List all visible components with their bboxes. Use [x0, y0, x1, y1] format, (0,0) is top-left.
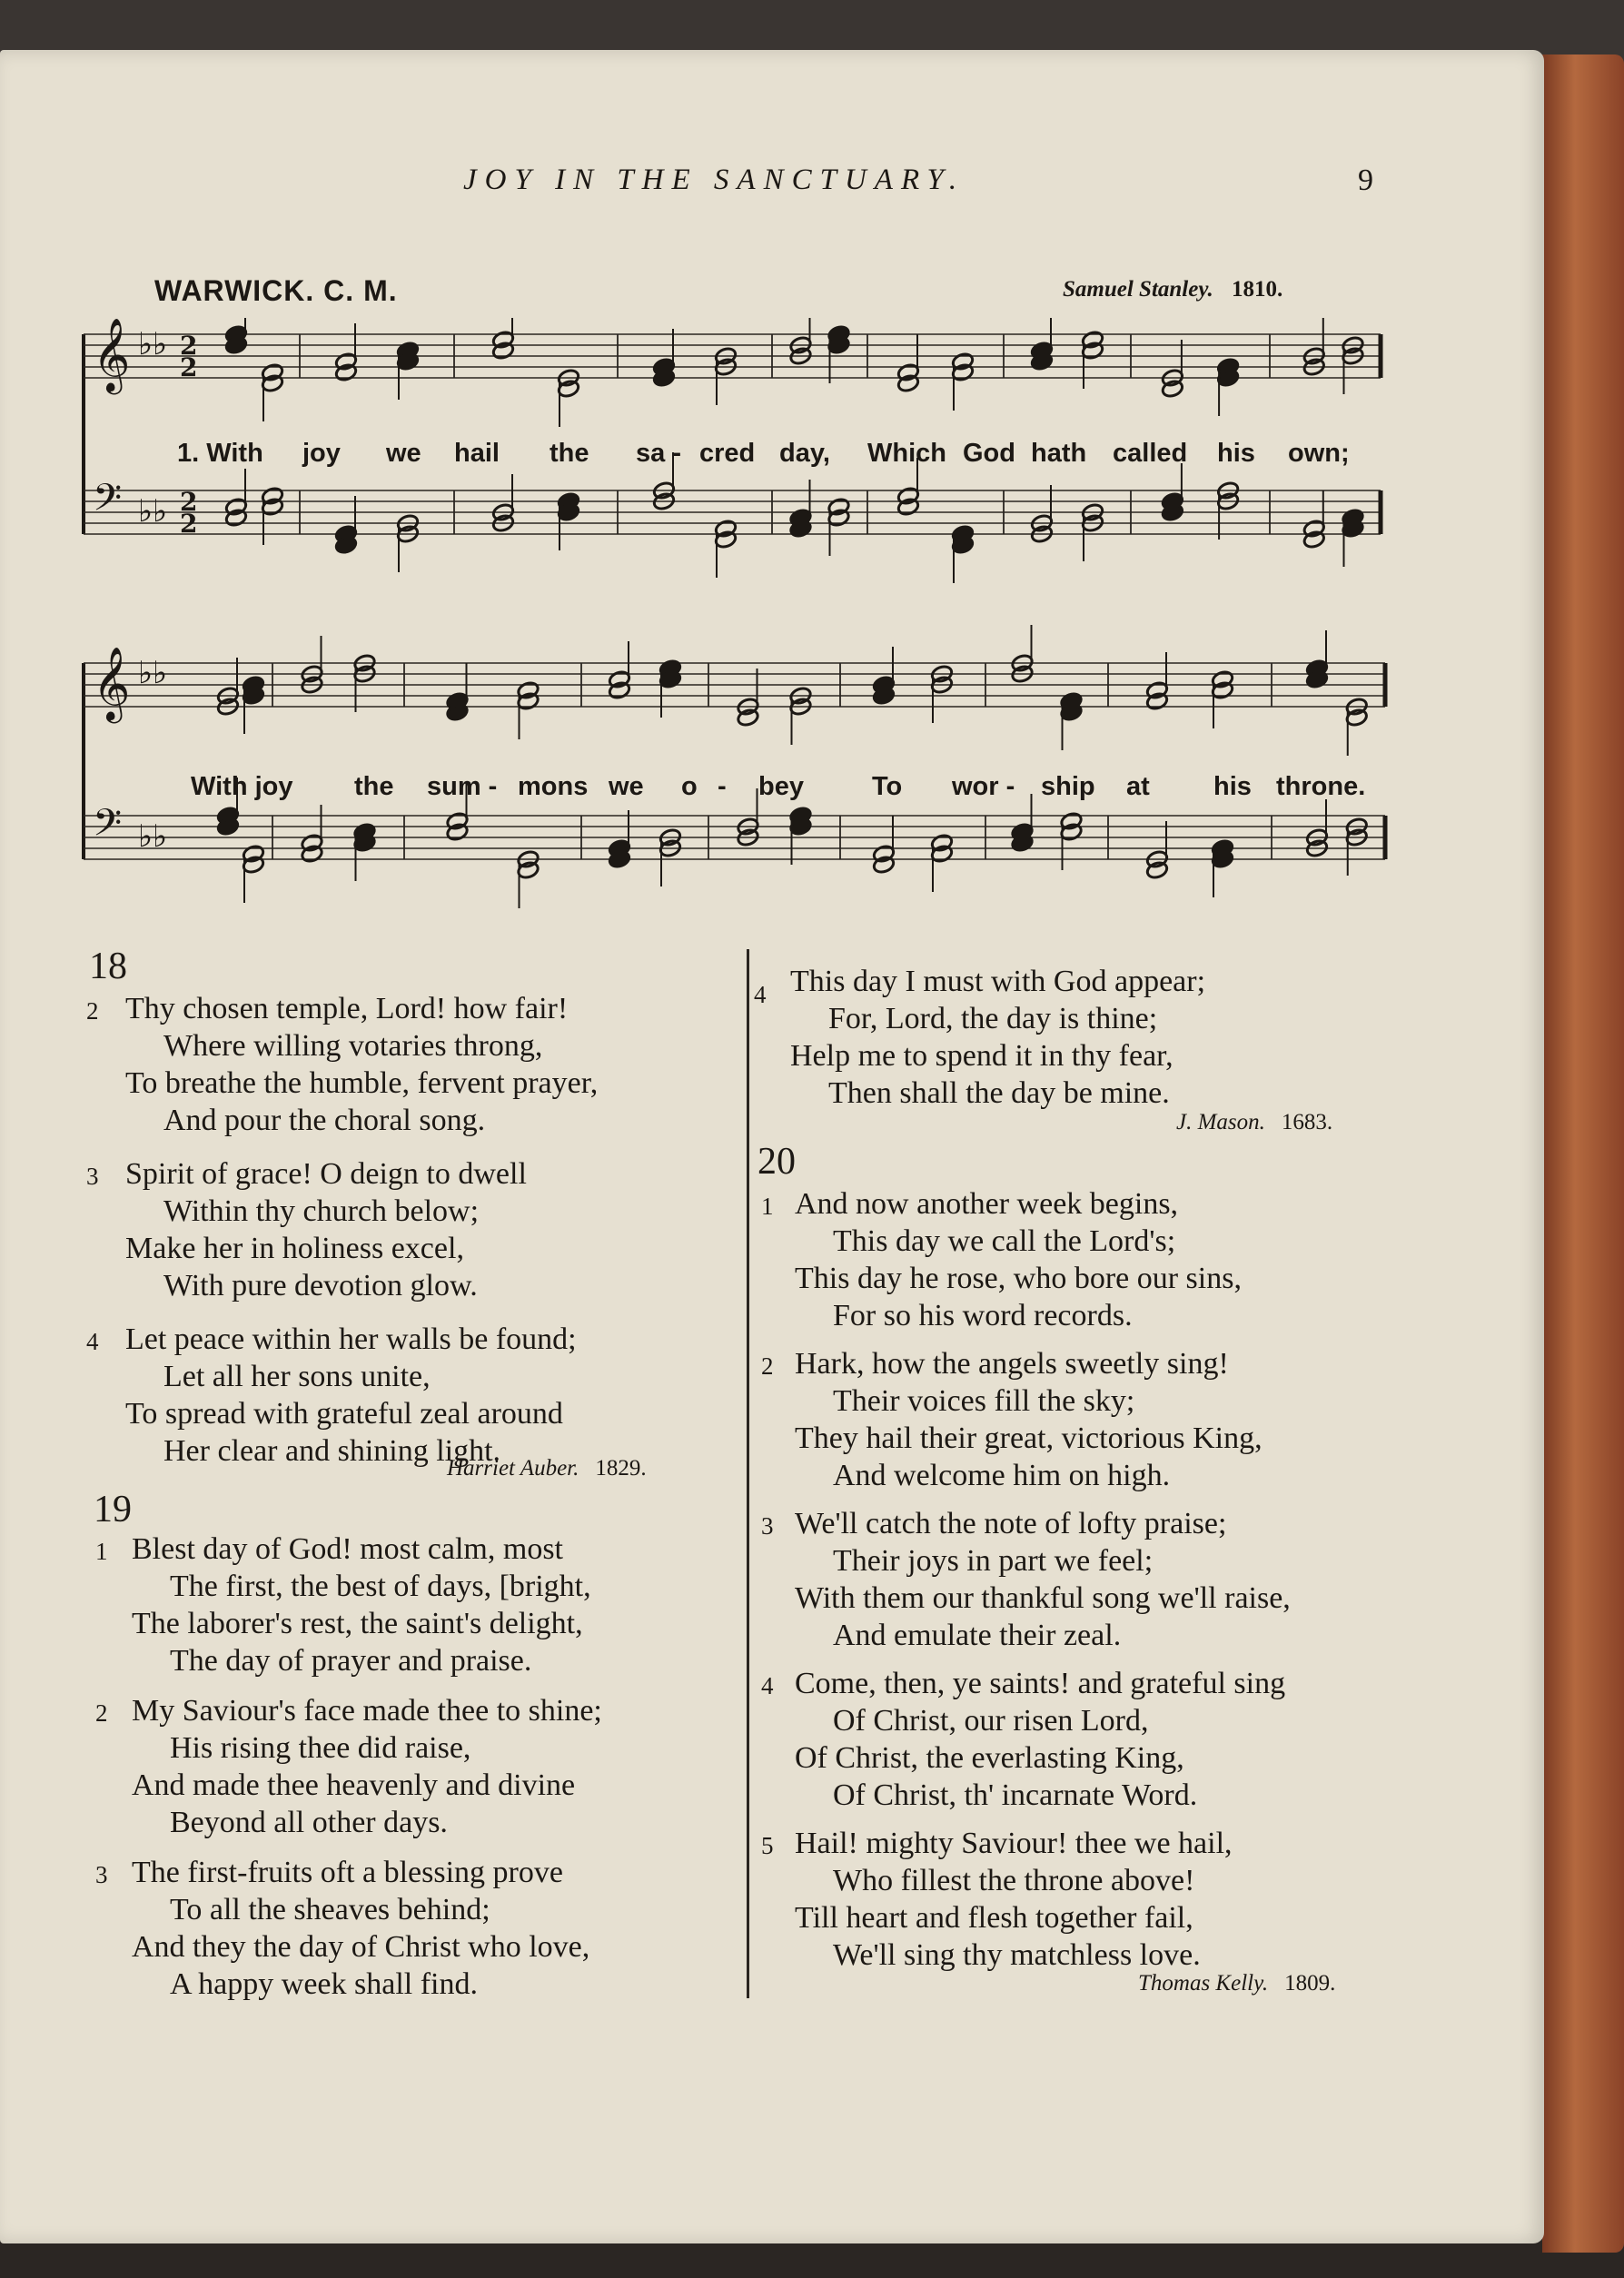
composer-name: Samuel Stanley.	[1063, 277, 1213, 302]
stanza-number: 3	[761, 1512, 774, 1540]
key-signature-flats: ♭♭	[138, 818, 168, 855]
stanza-number: 4	[754, 981, 767, 1008]
stanza-number: 1	[95, 1538, 108, 1565]
stanza-line: Let all her sons unite,	[163, 1360, 431, 1393]
stanza-line: Where willing votaries throng,	[163, 1029, 543, 1063]
key-signature-flats: ♭♭	[138, 655, 168, 691]
stanza-line: Till heart and flesh together fail,	[795, 1901, 1193, 1935]
column-divider	[747, 949, 749, 1998]
year: 1683.	[1281, 1110, 1333, 1134]
hymn-20-credit	[1138, 1971, 1335, 1996]
lyric-syllable: at	[1126, 772, 1150, 801]
composer-credit	[1063, 277, 1282, 302]
stanza-line: With them our thankful song we'll raise,	[795, 1581, 1291, 1615]
stanza-line: And made thee heavenly and divine	[132, 1768, 576, 1802]
stanza-line: Let peace within her walls be found;	[125, 1322, 577, 1356]
stanza-line: Beyond all other days.	[170, 1806, 448, 1839]
lyric-syllable: -	[718, 772, 727, 801]
stanza	[795, 1345, 1263, 1494]
stanza-line: To spread with grateful zeal around	[125, 1397, 563, 1431]
stanza	[125, 990, 598, 1139]
stanza-line: Thy chosen temple, Lord! how fair!	[125, 992, 569, 1025]
stanza-line: And emulate their zeal.	[833, 1619, 1122, 1652]
stanza	[795, 1825, 1233, 1974]
stanza	[795, 1505, 1291, 1654]
lyric-syllable: called	[1113, 439, 1188, 468]
stanza-line: Spirit of grace! O deign to dwell	[125, 1157, 527, 1191]
stanza-line: Their voices fill the sky;	[833, 1384, 1135, 1418]
lyric-syllable: sum -	[427, 772, 498, 801]
stanza-line: Hail! mighty Saviour! thee we hail,	[795, 1827, 1233, 1860]
stanza-line: Of Christ, our risen Lord,	[833, 1704, 1149, 1738]
lyric-syllable: own;	[1288, 439, 1350, 468]
stanza-number: 1	[761, 1193, 774, 1220]
lyric-syllable: bey	[758, 772, 804, 801]
stanza-line: This day he rose, who bore our sins,	[795, 1262, 1242, 1295]
author: Harriet Auber.	[447, 1456, 579, 1481]
stanza-number: 2	[86, 997, 99, 1025]
stanza	[125, 1155, 527, 1304]
bass-clef: 𝄢	[93, 801, 123, 854]
composer-year: 1810.	[1232, 277, 1283, 302]
stanza-line: And now another week begins,	[795, 1187, 1179, 1221]
stanza-line: Make her in holiness excel,	[125, 1232, 464, 1265]
stanza-line: And welcome him on high.	[833, 1459, 1171, 1492]
treble-clef: 𝄞	[93, 646, 131, 720]
lyric-syllable: sa -	[636, 439, 681, 468]
lyric-syllable: we	[386, 439, 421, 468]
lyric-syllable: cred	[699, 439, 756, 468]
page-number: 9	[1358, 163, 1373, 197]
hymn-number-20: 20	[758, 1141, 796, 1183]
stanza-line: Of Christ, the everlasting King,	[795, 1741, 1184, 1775]
lyric-syllable: mons	[518, 772, 589, 801]
lyric-syllable: day,	[779, 439, 830, 468]
stanza-number: 3	[95, 1861, 108, 1888]
stanza	[132, 1692, 602, 1841]
stanza	[132, 1854, 589, 2003]
lyric-syllable: God	[963, 439, 1015, 468]
stanza-number: 5	[761, 1832, 774, 1859]
page-edges	[1542, 54, 1624, 2253]
stanza-line: And they the day of Christ who love,	[132, 1930, 590, 1964]
lyric-syllable: ship	[1041, 772, 1095, 801]
stanza-line: To all the sheaves behind;	[170, 1893, 490, 1926]
stanza-line: The day of prayer and praise.	[170, 1644, 532, 1678]
author: J. Mason.	[1176, 1110, 1265, 1134]
stanza-line: The first, the best of days, [bright,	[170, 1570, 591, 1603]
lyric-syllable: throne.	[1276, 772, 1366, 801]
lyric-syllable: hath	[1031, 439, 1087, 468]
stanza-line: This day we call the Lord's;	[833, 1224, 1176, 1258]
stanza-line: Come, then, ye saints! and grateful sing	[795, 1667, 1286, 1700]
stanza-line: Blest day of God! most calm, most	[132, 1532, 564, 1566]
stanza-line: Hark, how the angels sweetly sing!	[795, 1347, 1229, 1381]
lyric-syllable: we	[609, 772, 644, 801]
time-signature-top: 2	[180, 331, 198, 361]
year: 1809.	[1284, 1971, 1336, 1996]
lyric-syllable: o	[681, 772, 698, 801]
bass-clef: 𝄢	[93, 476, 123, 529]
stanza-line: Then shall the day be mine.	[828, 1076, 1170, 1110]
stanza-line: We'll catch the note of lofty praise;	[795, 1507, 1227, 1540]
tune-name: WARWICK. C. M.	[154, 274, 398, 307]
lyric-syllable: Which	[867, 439, 946, 468]
stanza-line: Who fillest the throne above!	[833, 1864, 1195, 1897]
stanza-line: We'll sing thy matchless love.	[833, 1938, 1201, 1972]
stanza	[125, 1321, 577, 1470]
stanza-line: This day I must with God appear;	[790, 965, 1206, 998]
stanza	[795, 1665, 1285, 1814]
stanza	[132, 1530, 591, 1679]
continued-credit	[1176, 1110, 1332, 1135]
lyric-syllable: wor -	[952, 772, 1015, 801]
lyric-syllable: With joy	[191, 772, 293, 801]
stanza	[795, 1185, 1242, 1334]
stanza-line: Within thy church below;	[163, 1194, 480, 1228]
stanza-line: To breathe the humble, fervent prayer,	[125, 1066, 599, 1100]
stanza-line: The laborer's rest, the saint's delight,	[132, 1607, 583, 1640]
stanza-line: For, Lord, the day is thine;	[828, 1002, 1158, 1035]
stanza-line: And pour the choral song.	[163, 1104, 486, 1137]
hymn-number-18: 18	[89, 946, 127, 987]
stanza-line: For so his word records.	[833, 1299, 1133, 1332]
stanza	[790, 963, 1205, 1112]
stanza-line: Of Christ, th' incarnate Word.	[833, 1778, 1198, 1812]
music-score	[73, 318, 1399, 936]
stanza-line: The first-fruits oft a blessing prove	[132, 1856, 563, 1889]
time-signature-top: 2	[180, 487, 198, 517]
lyric-syllable: the	[550, 439, 589, 468]
stanza-number: 4	[761, 1672, 774, 1699]
stanza-line: Help me to spend it in thy fear,	[790, 1039, 1173, 1073]
stanza-number: 2	[95, 1699, 108, 1727]
author: Thomas Kelly.	[1138, 1971, 1269, 1996]
hymn-number-19: 19	[94, 1489, 132, 1530]
lyric-syllable: To	[872, 772, 903, 801]
stanza-number: 4	[86, 1328, 99, 1355]
time-signature-bottom: 2	[180, 352, 198, 382]
lyric-syllable: hail	[454, 439, 500, 468]
lyric-syllable: joy	[302, 439, 341, 468]
running-title: JOY IN THE SANCTUARY.	[463, 163, 965, 196]
lyric-syllable: his	[1213, 772, 1252, 801]
key-signature-flats: ♭♭	[138, 493, 168, 530]
key-signature-flats: ♭♭	[138, 326, 168, 362]
lyric-syllable: his	[1217, 439, 1255, 468]
stanza-number: 2	[761, 1352, 774, 1380]
stanza-number: 3	[86, 1163, 99, 1190]
stanza-line: My Saviour's face made thee to shine;	[132, 1694, 602, 1728]
stanza-line: A happy week shall find.	[170, 1967, 478, 2001]
lyric-syllable: 1. With	[177, 439, 263, 468]
time-signature-bottom: 2	[180, 509, 198, 539]
stanza-line: His rising thee did raise,	[170, 1731, 471, 1765]
stanza-line: Their joys in part we feel;	[833, 1544, 1154, 1578]
hymn-18-credit	[447, 1456, 647, 1481]
lyric-syllable: the	[354, 772, 394, 801]
stanza-line: Her clear and shining light.	[163, 1434, 501, 1468]
treble-clef: 𝄞	[93, 318, 131, 391]
year: 1829.	[595, 1456, 647, 1481]
stanza-line: They hail their great, victorious King,	[795, 1421, 1263, 1455]
stanza-line: With pure devotion glow.	[163, 1269, 478, 1302]
